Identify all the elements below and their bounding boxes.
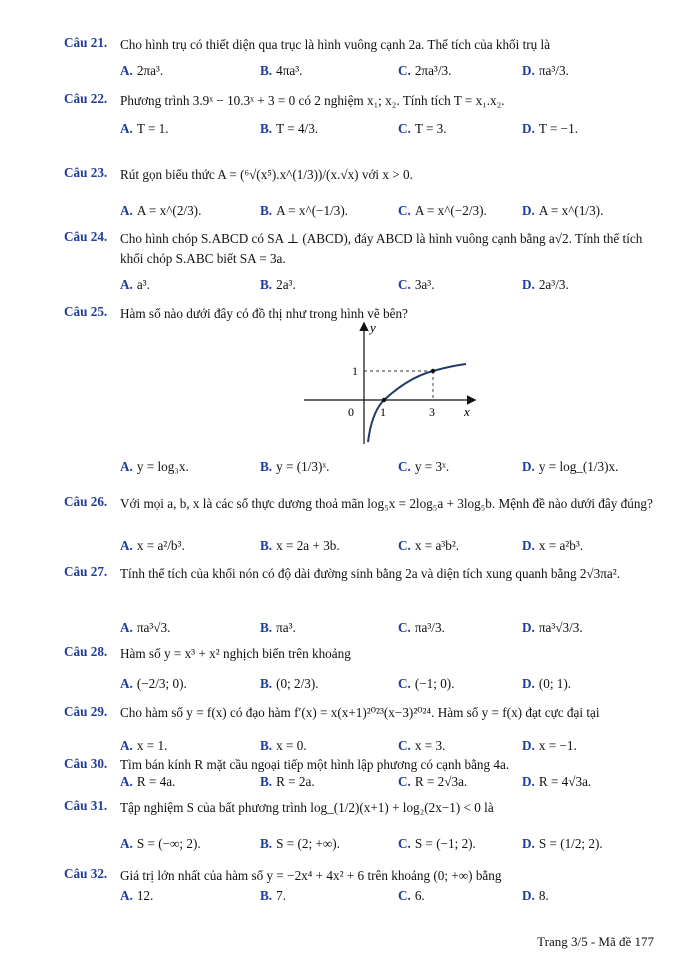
option-a[interactable]: A. 2πa³. [120,63,164,78]
function-graph [302,318,482,446]
question-text: Hàm số nào dưới đây có đồ thị như trong hình vẽ bên? [120,306,408,321]
question-text: Giá trị lớn nhất của hàm số y = −2x⁴ + 4x² + 6 trên khoảng (0; +∞) bằng [120,868,502,883]
question-text: Hàm số y = x³ + x² nghịch biến trên khoảng [120,646,351,661]
option-a[interactable]: A. A = x^(2/3). [120,203,202,218]
option-b[interactable]: B. y = (1/3)ˣ. [260,459,330,474]
option-c[interactable]: C. πa³/3. [398,620,445,635]
question-31 [64,798,660,860]
question-28 [64,644,660,700]
question-label: Câu 32. [64,866,108,881]
option-b[interactable]: B. 7. [260,888,286,903]
option-c[interactable]: C. x = a³b². [398,538,460,553]
question-27 [64,564,660,640]
origin-label: 0 [348,405,354,419]
option-a[interactable]: A. R = 4a. [120,774,176,789]
option-b[interactable]: B. 4πa³. [260,63,303,78]
option-c[interactable]: C. y = 3ˣ. [398,459,450,474]
option-d[interactable]: D. (0; 1). [522,676,572,691]
y-tick-1: 1 [352,364,358,378]
option-a[interactable]: A. x = 1. [120,738,168,753]
option-d[interactable]: D. x = −1. [522,738,577,753]
option-b[interactable]: B. S = (2; +∞). [260,836,340,851]
x-label: x [464,404,470,419]
question-label: Câu 26. [64,494,108,509]
question-text: Cho hàm số y = f(x) có đạo hàm f′(x) = x(x+1)²⁰²³(x−3)²⁰²⁴. Hàm số y = f(x) đạt cực đại tại [120,705,600,720]
question-text: Cho hình trụ có thiết diện qua trục là hình vuông cạnh 2a. Thể tích của khối trụ là [120,37,551,52]
question-text: Tập nghiệm S của bất phương trình log_(1/2)(x+1) + log₂(2x−1) < 0 là [120,800,494,815]
x-tick-1: 1 [380,405,386,419]
question-label: Câu 30. [64,756,108,771]
question-label: Câu 22. [64,91,108,106]
question-label: Câu 28. [64,644,108,659]
question-label: Câu 21. [64,35,108,50]
option-d[interactable]: D. R = 4√3a. [522,774,592,789]
question-30 [64,756,660,794]
option-d[interactable]: D. 8. [522,888,549,903]
option-c[interactable]: C. (−1; 0). [398,676,455,691]
option-d[interactable]: D. πa³/3. [522,63,569,78]
option-d[interactable]: D. A = x^(1/3). [522,203,604,218]
point-1-0 [382,398,386,402]
x-tick-3: 3 [429,405,435,419]
question-label: Câu 23. [64,165,108,180]
option-d[interactable]: D. πa³√3/3. [522,620,583,635]
question-23 [64,165,660,227]
option-c[interactable]: C. 2πa³/3. [398,63,452,78]
option-c[interactable]: C. A = x^(−2/3). [398,203,487,218]
option-a[interactable]: A. (−2/3; 0). [120,676,187,691]
question-label: Câu 31. [64,798,108,813]
y-label: y [370,320,376,335]
option-c[interactable]: C. T = 3. [398,121,447,136]
option-a[interactable]: A. x = a²/b³. [120,538,185,553]
option-a[interactable]: A. T = 1. [120,121,169,136]
option-d[interactable]: D. y = log_(1/3)x. [522,459,619,474]
question-22 [64,91,660,151]
question-text: Tìm bán kính R mặt cầu ngoại tiếp một hình lập phương có cạnh bằng 4a. [120,757,510,772]
page-footer: Trang 3/5 - Mã đề 177 [537,934,654,949]
question-29 [64,704,660,758]
question-24 [64,229,660,309]
option-c[interactable]: C. S = (−1; 2). [398,836,476,851]
option-a[interactable]: A. y = log₃x. [120,459,189,474]
option-a[interactable]: A. a³. [120,277,150,292]
option-d[interactable]: D. T = −1. [522,121,579,136]
option-b[interactable]: B. T = 4/3. [260,121,319,136]
option-c[interactable]: C. R = 2√3a. [398,774,468,789]
option-d[interactable]: D. 2a³/3. [522,277,569,292]
option-b[interactable]: B. (0; 2/3). [260,676,319,691]
question-text: Tính thể tích của khối nón có độ dài đường sinh bằng 2a và diện tích xung quanh bằng 2√3πa². [120,566,621,581]
question-text: Với mọi a, b, x là các số thực dương thoả mãn log₅x = 2log₅a + 3log₅b. Mệnh đề nào dưới đây đúng? [120,496,653,511]
option-d[interactable]: D. S = (1/2; 2). [522,836,603,851]
option-c[interactable]: C. 3a³. [398,277,435,292]
option-d[interactable]: D. x = a²b³. [522,538,584,553]
question-label: Câu 25. [64,304,108,319]
question-text: Cho hình chóp S.ABCD có SA ⊥ (ABCD), đáy ABCD là hình vuông cạnh bằng a√2. Tính thể tích khối chóp S.ABC biết SA = 3a. [120,231,643,266]
option-b[interactable]: B. A = x^(−1/3). [260,203,349,218]
option-b[interactable]: B. x = 0. [260,738,307,753]
question-text: Phương trình 3.9ˣ − 10.3ˣ + 3 = 0 có 2 nghiệm x₁; x₂. Tính tích T = x₁.x₂. [120,93,505,108]
question-label: Câu 27. [64,564,108,579]
option-c[interactable]: C. x = 3. [398,738,446,753]
option-b[interactable]: B. πa³. [260,620,296,635]
point-3-1 [431,369,435,373]
option-a[interactable]: A. S = (−∞; 2). [120,836,201,851]
option-c[interactable]: C. 6. [398,888,425,903]
question-21 [64,35,660,91]
option-a[interactable]: A. 12. [120,888,154,903]
question-label: Câu 29. [64,704,108,719]
curve [368,364,466,442]
question-32 [64,866,660,908]
question-text: Rút gọn biểu thức A = (⁶√(x⁵).x^(1/3))/(x.√x) với x > 0. [120,167,413,182]
question-label: Câu 24. [64,229,108,244]
option-a[interactable]: A. πa³√3. [120,620,171,635]
option-b[interactable]: B. R = 2a. [260,774,315,789]
option-b[interactable]: B. x = 2a + 3b. [260,538,340,553]
option-b[interactable]: B. 2a³. [260,277,296,292]
question-26 [64,494,660,556]
